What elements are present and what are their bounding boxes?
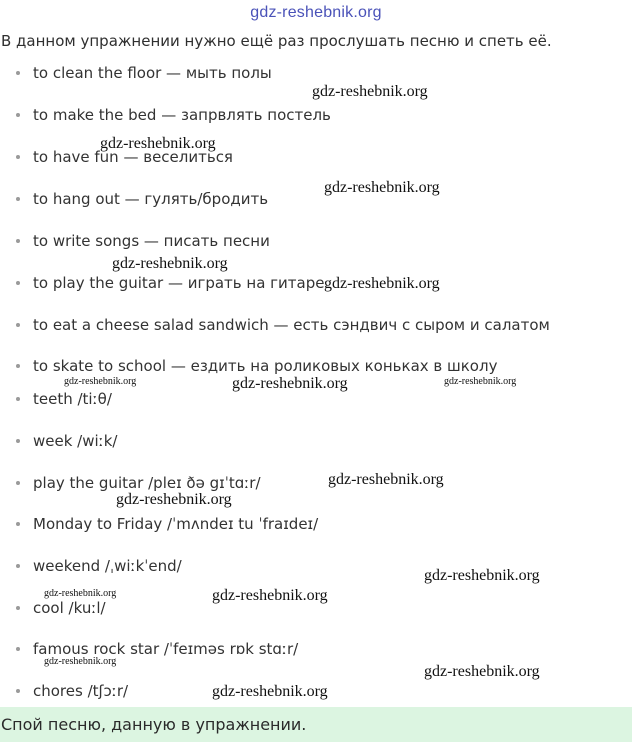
- bullet-icon: [16, 439, 20, 443]
- bullet-icon: [16, 71, 20, 75]
- watermark: gdz-reshebnik.org: [444, 376, 517, 387]
- watermark: gdz-reshebnik.org: [44, 588, 117, 599]
- bullet-icon: [16, 564, 20, 568]
- item-text: chores /tʃɔːr/: [33, 682, 129, 700]
- item-text: Monday to Friday /ˈmʌndeɪ tu ˈfraɪdeɪ/: [33, 515, 319, 533]
- item-text: to eat a cheese salad sandwich — есть сэндвич с сыром и салатом: [33, 316, 550, 334]
- watermark: gdz-reshebnik.org: [100, 135, 216, 152]
- item-text: teeth /tiːθ/: [33, 390, 112, 408]
- item-text: to clean the floor — мыть полы: [33, 64, 272, 82]
- bullet-icon: [16, 647, 20, 651]
- list-item: [16, 64, 272, 82]
- watermark: gdz-reshebnik.org: [328, 471, 444, 488]
- watermark: gdz-reshebnik.org: [424, 567, 540, 584]
- watermark: gdz-reshebnik.org: [112, 255, 228, 272]
- list-item: [16, 232, 270, 250]
- bullet-icon: [16, 397, 20, 401]
- item-text: to make the bed — запрвлять постель: [33, 106, 331, 124]
- watermark: gdz-reshebnik.org: [312, 83, 428, 100]
- bullet-icon: [16, 481, 20, 485]
- bullet-icon: [16, 113, 20, 117]
- watermark: gdz-reshebnik.org: [212, 683, 328, 700]
- list-item: [16, 390, 112, 408]
- item-text: to hang out — гулять/бродить: [33, 190, 269, 208]
- site-header: [0, 2, 632, 24]
- item-text: to play the guitar — играть на гитаре: [33, 274, 325, 292]
- site-name[interactable]: gdz-reshebnik.org: [250, 4, 382, 21]
- watermark: gdz-reshebnik.org: [324, 179, 440, 196]
- list-item: [16, 474, 261, 492]
- list-item: [16, 599, 106, 617]
- list-item: [16, 682, 128, 700]
- list-item: [16, 106, 331, 124]
- watermark: gdz-reshebnik.org: [64, 376, 137, 387]
- list-item: [16, 515, 318, 533]
- list-item: [16, 274, 324, 292]
- item-text: to write songs — писать песни: [33, 232, 270, 250]
- item-text: play the guitar /pleɪ ðə gɪˈtɑːr/: [33, 474, 261, 492]
- task-text: Спой песню, данную в упражнении.: [1, 715, 307, 734]
- bullet-icon: [16, 323, 20, 327]
- watermark: gdz-reshebnik.org: [212, 587, 328, 604]
- item-text: famous rock star /ˈfeɪməs rɒk stɑːr/: [33, 640, 299, 658]
- list-item: [16, 190, 268, 208]
- list-item: [16, 357, 497, 375]
- item-text: to have fun — веселиться: [33, 148, 233, 166]
- list-item: [16, 316, 550, 334]
- watermark: gdz-reshebnik.org: [324, 275, 440, 292]
- bullet-icon: [16, 689, 20, 693]
- watermark: gdz-reshebnik.org: [44, 656, 117, 667]
- bullet-icon: [16, 155, 20, 159]
- item-text: week /wiːk/: [33, 432, 118, 450]
- bullet-icon: [16, 364, 20, 368]
- watermark: gdz-reshebnik.org: [424, 663, 540, 680]
- item-text: cool /kuːl/: [33, 599, 106, 617]
- bullet-icon: [16, 239, 20, 243]
- watermark: gdz-reshebnik.org: [116, 491, 232, 508]
- bullet-icon: [16, 197, 20, 201]
- watermark: gdz-reshebnik.org: [232, 375, 348, 392]
- bullet-icon: [16, 606, 20, 610]
- bullet-icon: [16, 522, 20, 526]
- list-item: [16, 432, 117, 450]
- task-bar: [0, 707, 632, 742]
- item-text: to skate to school — ездить на роликовых коньках в школу: [33, 357, 498, 375]
- bullet-icon: [16, 281, 20, 285]
- item-text: weekend /ˌwiːkˈend/: [33, 557, 182, 575]
- list-item: [16, 557, 182, 575]
- intro-text: В данном упражнении нужно ещё раз прослушать песню и спеть её.: [1, 32, 552, 50]
